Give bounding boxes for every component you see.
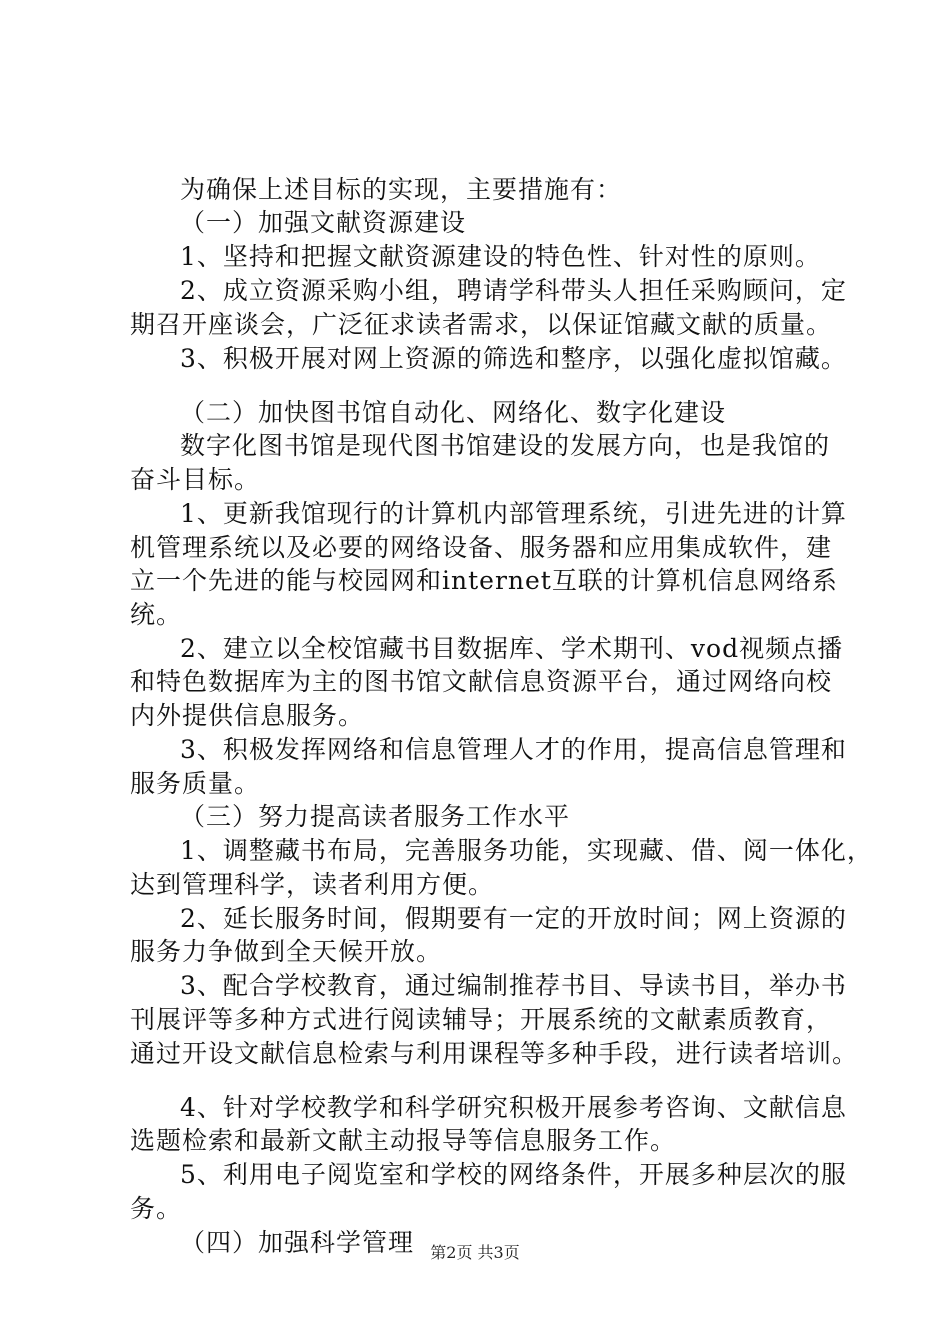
paragraph-2-intro: 数字化图书馆是现代图书馆建设的发展方向，也是我馆的 — [180, 431, 831, 460]
page-footer: 第2页 共3页 — [430, 1243, 520, 1262]
list-item-3-3-cont-a: 刊展评等多种方式进行阅读辅导；开展系统的文献素质教育， — [130, 1005, 833, 1034]
list-item-3-1-cont: 达到管理科学，读者利用方便。 — [130, 870, 495, 899]
list-item-1-2: 2、成立资源采购小组，聘请学科带头人担任采购顾问，定 — [180, 276, 847, 305]
list-item-1-3: 3、积极开展对网上资源的筛选和整序，以强化虚拟馆藏。 — [180, 344, 847, 373]
list-item-3-5-cont: 务。 — [130, 1194, 183, 1223]
list-item-3-2: 2、延长服务时间，假期要有一定的开放时间；网上资源的 — [180, 904, 847, 933]
section-heading-3: （三）努力提高读者服务工作水平 — [180, 802, 571, 831]
section-heading-4: （四）加强科学管理 — [180, 1228, 415, 1257]
list-item-2-3: 3、积极发挥网络和信息管理人才的作用，提高信息管理和 — [180, 735, 847, 764]
section-heading-2: （二）加快图书馆自动化、网络化、数字化建设 — [180, 398, 727, 427]
list-item-3-5: 5、利用电子阅览室和学校的网络条件，开展多种层次的服 — [180, 1160, 847, 1189]
list-item-1-2-cont: 期召开座谈会，广泛征求读者需求，以保证馆藏文献的质量。 — [130, 310, 833, 339]
paragraph-intro: 为确保上述目标的实现，主要措施有： — [180, 175, 623, 204]
section-heading-1: （一）加强文献资源建设 — [180, 208, 467, 237]
list-item-2-1-cont-b: 立一个先进的能与校园网和internet互联的计算机信息网络系 — [130, 566, 838, 595]
list-item-2-1-cont-c: 统。 — [130, 600, 183, 629]
paragraph-2-intro-cont: 奋斗目标。 — [130, 465, 261, 494]
list-item-1-1: 1、坚持和把握文献资源建设的特色性、针对性的原则。 — [180, 242, 821, 271]
list-item-3-4-cont: 选题检索和最新文献主动报导等信息服务工作。 — [130, 1126, 677, 1155]
list-item-2-2-cont-a: 和特色数据库为主的图书馆文献信息资源平台，通过网络向校 — [130, 667, 833, 696]
list-item-3-1: 1、调整藏书布局，完善服务功能，实现藏、借、阅一体化， — [180, 836, 873, 865]
list-item-2-2: 2、建立以全校馆藏书目数据库、学术期刊、vod视频点播 — [180, 634, 844, 663]
list-item-2-1-cont-a: 机管理系统以及必要的网络设备、服务器和应用集成软件，建 — [130, 533, 833, 562]
list-item-3-3-cont-b: 通过开设文献信息检索与利用课程等多种手段，进行读者培训。 — [130, 1039, 859, 1068]
list-item-3-3: 3、配合学校教育，通过编制推荐书目、导读书目，举办书 — [180, 971, 847, 1000]
list-item-2-3-cont: 服务质量。 — [130, 769, 261, 798]
list-item-3-4: 4、针对学校教学和科学研究积极开展参考咨询、文献信息 — [180, 1093, 847, 1122]
list-item-3-2-cont: 服务力争做到全天候开放。 — [130, 937, 443, 966]
list-item-2-2-cont-b: 内外提供信息服务。 — [130, 701, 365, 730]
list-item-2-1: 1、更新我馆现行的计算机内部管理系统，引进先进的计算 — [180, 499, 847, 528]
